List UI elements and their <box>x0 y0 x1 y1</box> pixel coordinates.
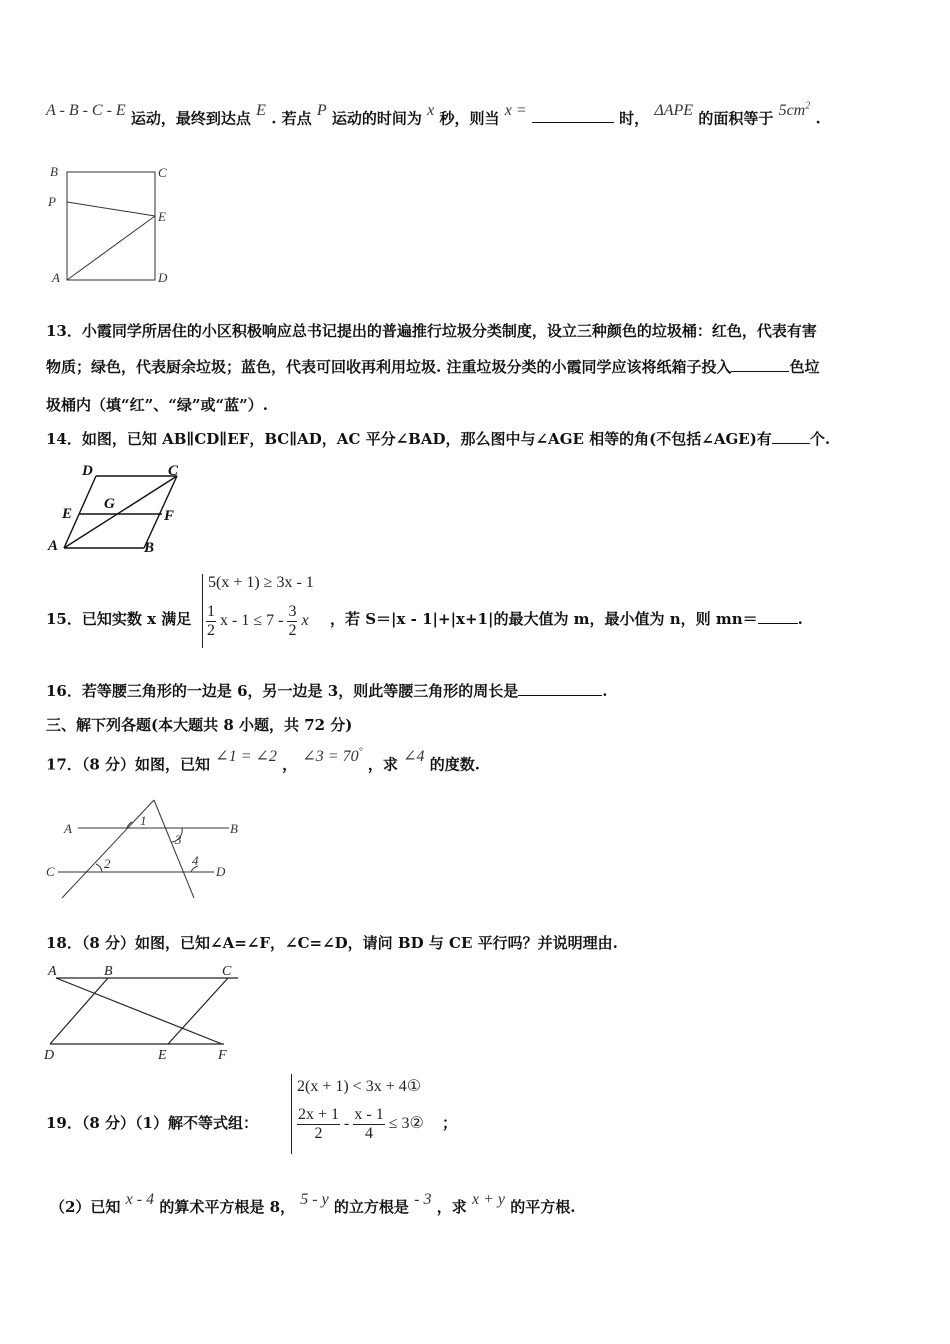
label-angle-1: 1 <box>140 813 147 828</box>
label-d: D <box>82 463 93 479</box>
transversal-right <box>154 800 194 898</box>
label-a: A <box>48 538 59 554</box>
q19-ineq1: 2(x + 1) < 3x + 4① <box>297 1078 422 1095</box>
label-a: A <box>48 964 57 979</box>
label-e: E <box>158 1048 167 1063</box>
label-f: F <box>218 1048 227 1063</box>
segment-af <box>56 978 222 1044</box>
q12-answer-blank[interactable] <box>532 108 614 123</box>
label-angle-4: 4 <box>192 853 199 868</box>
q15-lead: 15．已知实数 x 满足 <box>46 610 192 628</box>
label-c: C <box>158 165 167 180</box>
label-b: B <box>230 821 238 836</box>
q19-part2: （2）已知 x - 4 的算术平方根是 8， 5 - y 的立方根是 - 3 ，求 x + y 的平方根. <box>50 1191 576 1216</box>
label-d: D <box>216 864 226 879</box>
label-c: C <box>222 964 232 979</box>
label-angle-2: 2 <box>104 856 111 871</box>
label-f: F <box>164 508 175 524</box>
q18-figure <box>42 960 242 1064</box>
label-angle-3: 3 <box>175 832 182 847</box>
segment-pe <box>67 202 155 216</box>
q17-text: 17．（8 分）如图，已知 ∠1 = ∠2 ， ∠3 = 70° ，求 ∠4 的度数. <box>46 747 480 774</box>
segment-ae <box>67 216 155 280</box>
label-c: C <box>46 864 55 879</box>
q17-figure <box>44 794 254 904</box>
q14-answer-blank[interactable] <box>772 429 810 444</box>
label-g: G <box>104 496 115 512</box>
angle-2-arc <box>96 864 102 872</box>
section-3-title: 三、解下列各题(本大题共 8 小题，共 72 分) <box>46 716 353 734</box>
label-b: B <box>144 540 155 556</box>
q16-text: 16．若等腰三角形的一边是 6，另一边是 3，则此等腰三角形的周长是 . <box>46 682 608 700</box>
label-a: A <box>64 821 72 836</box>
q19-lead: 19．（8 分）（1）解不等式组： <box>46 1114 258 1132</box>
q16-answer-blank[interactable] <box>518 681 602 696</box>
q19-ineq2: $\frac{2x + 1}{2}$ - $\frac{x - 1}{4}$ ≤ 3② <box>298 1106 424 1142</box>
q13-answer-blank[interactable] <box>731 357 789 372</box>
q12-text: A - B - C - E 运动，最终到达点 E . 若点 P 运动的时间为 x 秒，则当 x = 时， ΔAPE 的面积等于 $5cm^2$ . <box>46 101 821 128</box>
q15-brace <box>202 574 203 648</box>
label-d: D <box>44 1048 55 1063</box>
q18-text: 18．（8 分）如图，已知∠A=∠F，∠C=∠D，请问 BD 与 CE 平行吗？并说明理由. <box>46 934 618 952</box>
q13-line1: 13．小霞同学所居住的小区积极响应总书记提出的普遍推行垃圾分类制度，设立三种颜色的垃圾桶：红色，代表有害 <box>46 322 817 340</box>
q15-ineq1: 5(x + 1) ≥ 3x - 1 <box>208 574 314 591</box>
q19-brace <box>291 1074 292 1154</box>
q12-path: A - B - C - E <box>46 102 126 120</box>
q15-answer-blank[interactable] <box>758 609 798 624</box>
label-p: P <box>48 194 56 209</box>
label-a: A <box>52 270 60 285</box>
q19-semicolon: ； <box>442 1114 458 1132</box>
label-c: C <box>168 463 179 479</box>
label-e: E <box>62 506 73 522</box>
q12-figure <box>40 160 180 290</box>
q14-text: 14．如图，已知 AB∥CD∥EF，BC∥AD，AC 平分∠BAD，那么图中与∠AGE 相等的角(不包括∠AGE)有 个. <box>46 430 831 448</box>
label-d: D <box>158 270 168 285</box>
label-b: B <box>50 164 58 179</box>
label-b: B <box>104 964 113 979</box>
q15-tail: ，若 S＝|x - 1|+|x+1|的最大值为 m，最小值为 n，则 mn＝ . <box>330 610 803 628</box>
q14-figure <box>44 458 194 558</box>
label-e: E <box>158 209 166 224</box>
q13-line3: 圾桶内（填“红”、“绿”或“蓝”）. <box>46 396 268 414</box>
q15-ineq2: $\frac{1}{2}$ x - 1 ≤ 7 - $\frac{3}{2}$ x <box>207 603 309 639</box>
segment-bd <box>50 978 108 1044</box>
angle-1-arc <box>127 822 132 828</box>
q13-line2: 物质；绿色，代表厨余垃圾；蓝色，代表可回收再利用垃圾. 注重垃圾分类的小霞同学应该将纸箱子投入 色垃 <box>46 358 820 376</box>
